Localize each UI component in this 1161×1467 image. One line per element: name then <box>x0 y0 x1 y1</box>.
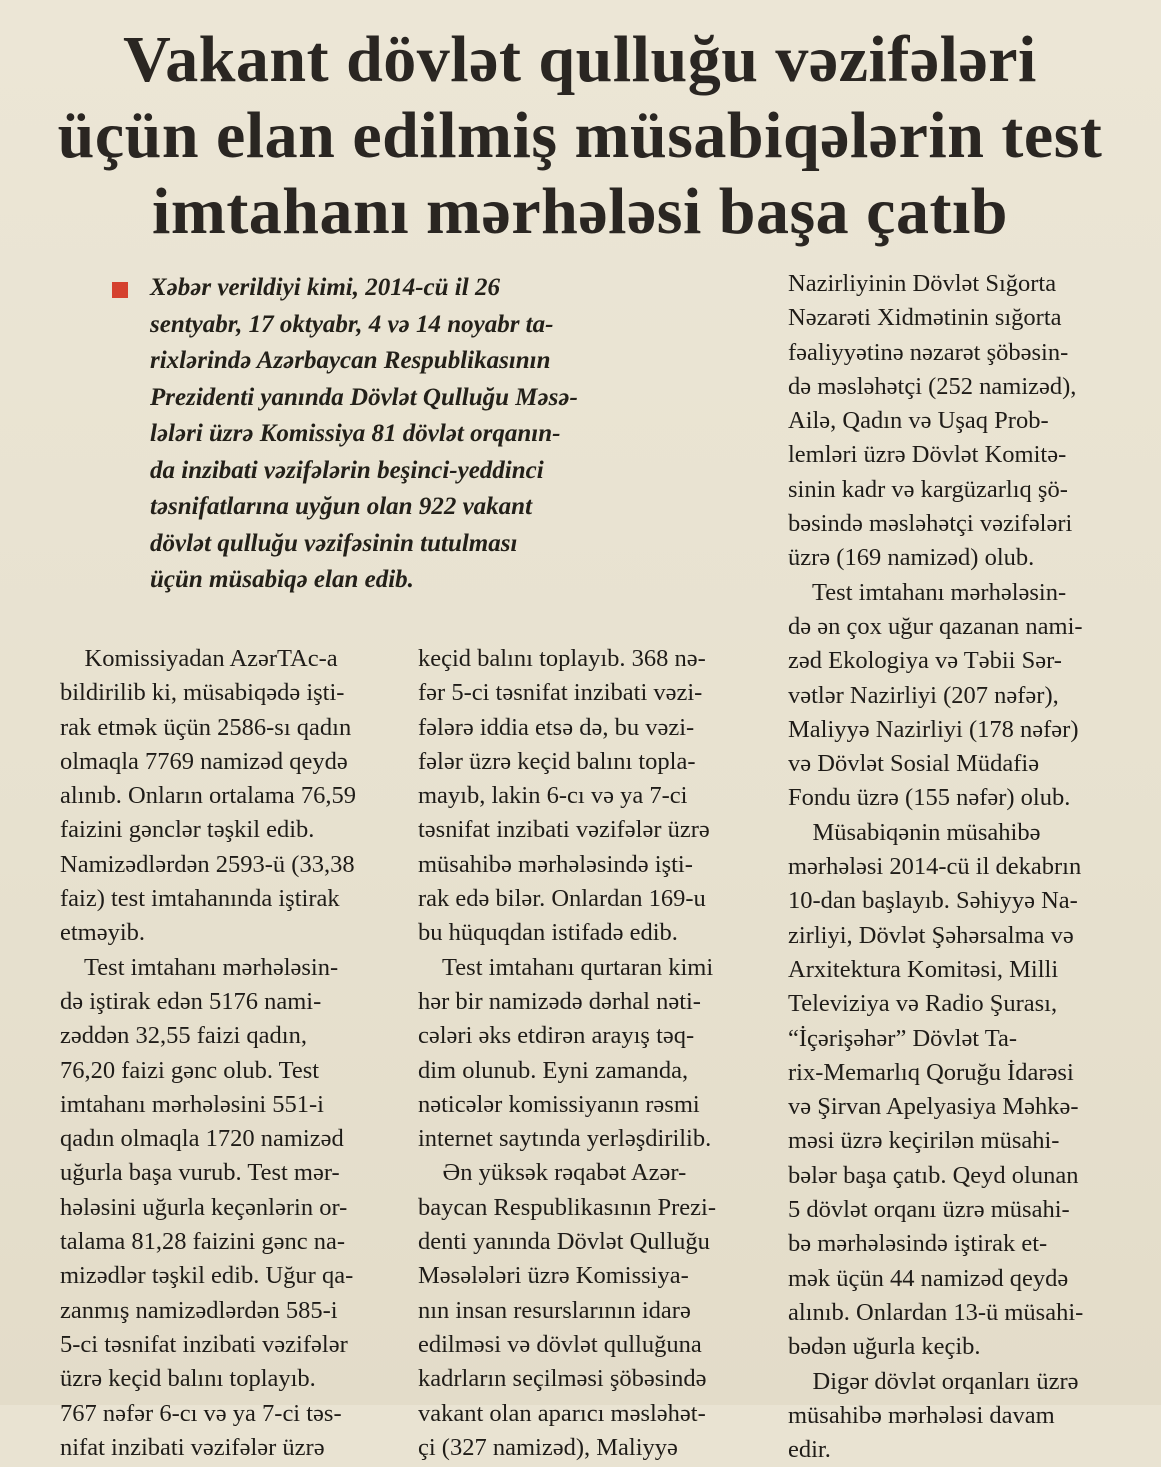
body-text-line: “İçərişəhər” Dövlət Ta- <box>788 1024 1018 1052</box>
body-text-line: internet saytında yerləşdirilib. <box>418 1125 712 1153</box>
body-text-line: nəticələr komissiyanın rəsmi <box>418 1090 700 1118</box>
body-text-line: etməyib. <box>60 919 146 947</box>
body-text-line: Ailə, Qadın və Uşaq Prob- <box>788 407 1049 435</box>
body-text-line: qadın olmaqla 1720 namizəd <box>60 1125 344 1153</box>
body-text-line: zəddən 32,55 faizi qadın, <box>60 1022 307 1050</box>
lead-line: lələri üzrə Komissiya 81 dövlət orqanın- <box>150 420 561 447</box>
lead-line: təsnifatlarına uyğun olan 922 vakant <box>150 493 533 520</box>
body-text-line: və Şirvan Apelyasiya Məhkə- <box>788 1093 1079 1121</box>
body-text-line: vətlər Nazirliyi (207 nəfər), <box>788 681 1059 709</box>
body-text-line: də ən çox uğur qazanan nami- <box>788 612 1083 640</box>
body-text-line: 76,20 faizi gənc olub. Test <box>60 1056 320 1084</box>
body-text-line: mizədlər təşkil edib. Uğur qa- <box>60 1262 354 1290</box>
body-text-line: kadrların seçilməsi şöbəsində <box>418 1365 707 1393</box>
body-text-line: bu hüquqdan istifadə edib. <box>418 919 678 947</box>
body-text-line: Ən yüksək rəqabət Azər- <box>418 1159 687 1187</box>
body-text-line: denti yanında Dövlət Qulluğu <box>418 1228 710 1256</box>
body-text-line: mək üçün 44 namizəd qeydə <box>788 1264 1069 1292</box>
article-headline <box>40 22 1120 250</box>
lead-line: rixlərində Azərbaycan Respublikasının <box>150 347 551 374</box>
body-text-line: müsahibə mərhələsində işti- <box>418 850 693 878</box>
body-text-line: Digər dövlət orqanları üzrə <box>788 1367 1079 1395</box>
body-text-line: hələsini uğurla keçənlərin or- <box>60 1193 348 1221</box>
body-text-line: zəd Ekologiya və Təbii Sər- <box>788 647 1062 675</box>
body-text-line: 5 dövlət orqanı üzrə müsahi- <box>788 1196 1070 1224</box>
body-text-line: fər 5-ci təsnifat inzibati vəzi- <box>418 679 703 707</box>
body-text-line: də məsləhətçi (252 namizəd), <box>788 372 1077 400</box>
body-text-line: faiz) test imtahanında iştirak <box>60 885 340 913</box>
article-column-1 <box>60 642 390 1465</box>
headline-line: imtahanı mərhələsi başa çatıb <box>152 175 1008 248</box>
headline-line: üçün elan edilmiş müsabiqələrin test <box>57 99 1103 172</box>
body-text-line: çi (327 namizəd), Maliyyə <box>418 1433 678 1461</box>
body-text-line: Komissiyadan AzərTAc-a <box>60 645 338 672</box>
body-text-line: lemləri üzrə Dövlət Komitə- <box>788 441 1067 469</box>
body-text-line: də iştirak edən 5176 nami- <box>60 987 322 1015</box>
lead-line: dövlət qulluğu vəzifəsinin tutulması <box>150 529 518 557</box>
body-text-line: sinin kadr və kargüzarlıq şö- <box>788 475 1068 503</box>
body-text-line: məsi üzrə keçirilən müsahi- <box>788 1127 1060 1155</box>
body-text-line: və Dövlət Sosial Müdafiə <box>788 750 1040 778</box>
body-text-line: təsnifat inzibati vəzifələr üzrə <box>418 816 710 844</box>
body-text-line: baycan Respublikasının Prezi- <box>418 1193 717 1221</box>
body-text-line: alınıb. Onlardan 13-ü müsahi- <box>788 1298 1084 1326</box>
body-text-line: 10-dan başlayıb. Səhiyyə Na- <box>788 887 1078 915</box>
body-text-line: Test imtahanı mərhələsin- <box>788 578 1067 606</box>
body-text-line: imtahanı mərhələsini 551-i <box>60 1090 324 1118</box>
body-text-line: Namizədlərdən 2593-ü (33,38 <box>60 850 355 878</box>
body-text-line: mayıb, lakin 6-cı və ya 7-ci <box>418 782 688 810</box>
body-text-line: üzrə keçid balını toplayıb. <box>60 1365 316 1393</box>
body-text-line: bədən uğurla keçib. <box>788 1333 981 1361</box>
body-text-line: edilməsi və dövlət qulluğuna <box>418 1330 702 1358</box>
body-text-line: Nazirliyinin Dövlət Sığorta <box>788 270 1057 297</box>
body-text-line: bəsində məsləhətçi vəzifələri <box>788 510 1073 538</box>
body-text-line: mərhələsi 2014-cü il dekabrın <box>788 853 1082 881</box>
body-text-line: Test imtahanı mərhələsin- <box>60 953 339 981</box>
body-text-line: keçid balını toplayıb. 368 nə- <box>418 645 706 672</box>
body-text-line: fəaliyyətinə nəzarət şöbəsin- <box>788 338 1069 366</box>
body-text-line: uğurla başa vurub. Test mər- <box>60 1159 340 1187</box>
body-text-line: bildirilib ki, müsabiqədə işti- <box>60 679 345 707</box>
body-text-line: olmaqla 7769 namizəd qeydə <box>60 747 348 775</box>
body-text-line: Arxitektura Komitəsi, Milli <box>788 955 1059 983</box>
body-text-line: müsahibə mərhələsi davam <box>788 1401 1055 1429</box>
body-text-line: fələrə iddia etsə də, bu vəzi- <box>418 713 695 741</box>
body-text-line: Maliyyə Nazirliyi (178 nəfər) <box>788 715 1079 743</box>
body-text-line: zanmış namizədlərdən 585-i <box>60 1296 338 1324</box>
lead-line: da inzibati vəzifələrin beşinci-yeddinci <box>150 456 544 484</box>
body-text-line: üzrə (169 namizəd) olub. <box>788 544 1035 572</box>
lead-line: sentyabr, 17 oktyabr, 4 və 14 noyabr ta- <box>150 310 554 338</box>
red-square-bullet-icon <box>112 282 128 298</box>
lead-line: Prezidenti yanında Dövlət Qulluğu Məsə- <box>150 383 578 411</box>
body-text-line: nifat inzibati vəzifələr üzrə <box>60 1433 325 1461</box>
body-text-line: Fondu üzrə (155 nəfər) olub. <box>788 784 1071 812</box>
body-text-line: faizini gənclər təşkil edib. <box>60 816 315 844</box>
body-text-line: nın insan resurslarının idarə <box>418 1296 691 1324</box>
body-text-line: Test imtahanı qurtaran kimi <box>418 953 714 981</box>
article-column-3 <box>788 267 1138 1467</box>
body-text-line: Nəzarəti Xidmətinin sığorta <box>788 304 1062 332</box>
bleed-through-left <box>0 300 60 1300</box>
body-text-line: bə mərhələsində iştirak et- <box>788 1230 1048 1258</box>
headline-line: Vakant dövlət qulluğu vəzifələri <box>123 23 1037 96</box>
article-lead <box>150 270 650 599</box>
body-text-line: 767 nəfər 6-cı və ya 7-ci təs- <box>60 1399 342 1427</box>
body-text-line: bələr başa çatıb. Qeyd olunan <box>788 1161 1079 1189</box>
body-text-line: Məsələləri üzrə Komissiya- <box>418 1262 689 1290</box>
body-text-line: edir. <box>788 1436 831 1464</box>
body-text-line: alınıb. Onların ortalama 76,59 <box>60 782 356 810</box>
body-text-line: fələr üzrə keçid balını topla- <box>418 747 696 775</box>
article-column-2 <box>418 642 763 1465</box>
lead-line: Xəbər verildiyi kimi, 2014-cü il 26 <box>150 274 500 301</box>
lead-line: üçün müsabiqə elan edib. <box>150 566 414 593</box>
body-text-line: cələri əks etdirən arayış təq- <box>418 1022 695 1050</box>
body-text-line: 5-ci təsnifat inzibati vəzifələr <box>60 1330 348 1358</box>
body-text-line: hər bir namizədə dərhal nəti- <box>418 987 701 1015</box>
body-text-line: zirliyi, Dövlət Şəhərsalma və <box>788 921 1074 949</box>
body-text-line: rak etmək üçün 2586-sı qadın <box>60 713 352 741</box>
body-text-line: Televiziya və Radio Şurası, <box>788 990 1058 1018</box>
body-text-line: dim olunub. Eyni zamanda, <box>418 1056 689 1084</box>
body-text-line: vakant olan aparıcı məsləhət- <box>418 1399 706 1427</box>
body-text-line: Müsabiqənin müsahibə <box>788 818 1041 846</box>
body-text-line: rix-Memarlıq Qoruğu İdarəsi <box>788 1058 1074 1086</box>
body-text-line: rak edə bilər. Onlardan 169-u <box>418 885 706 913</box>
body-text-line: talama 81,28 faizini gənc na- <box>60 1228 346 1256</box>
